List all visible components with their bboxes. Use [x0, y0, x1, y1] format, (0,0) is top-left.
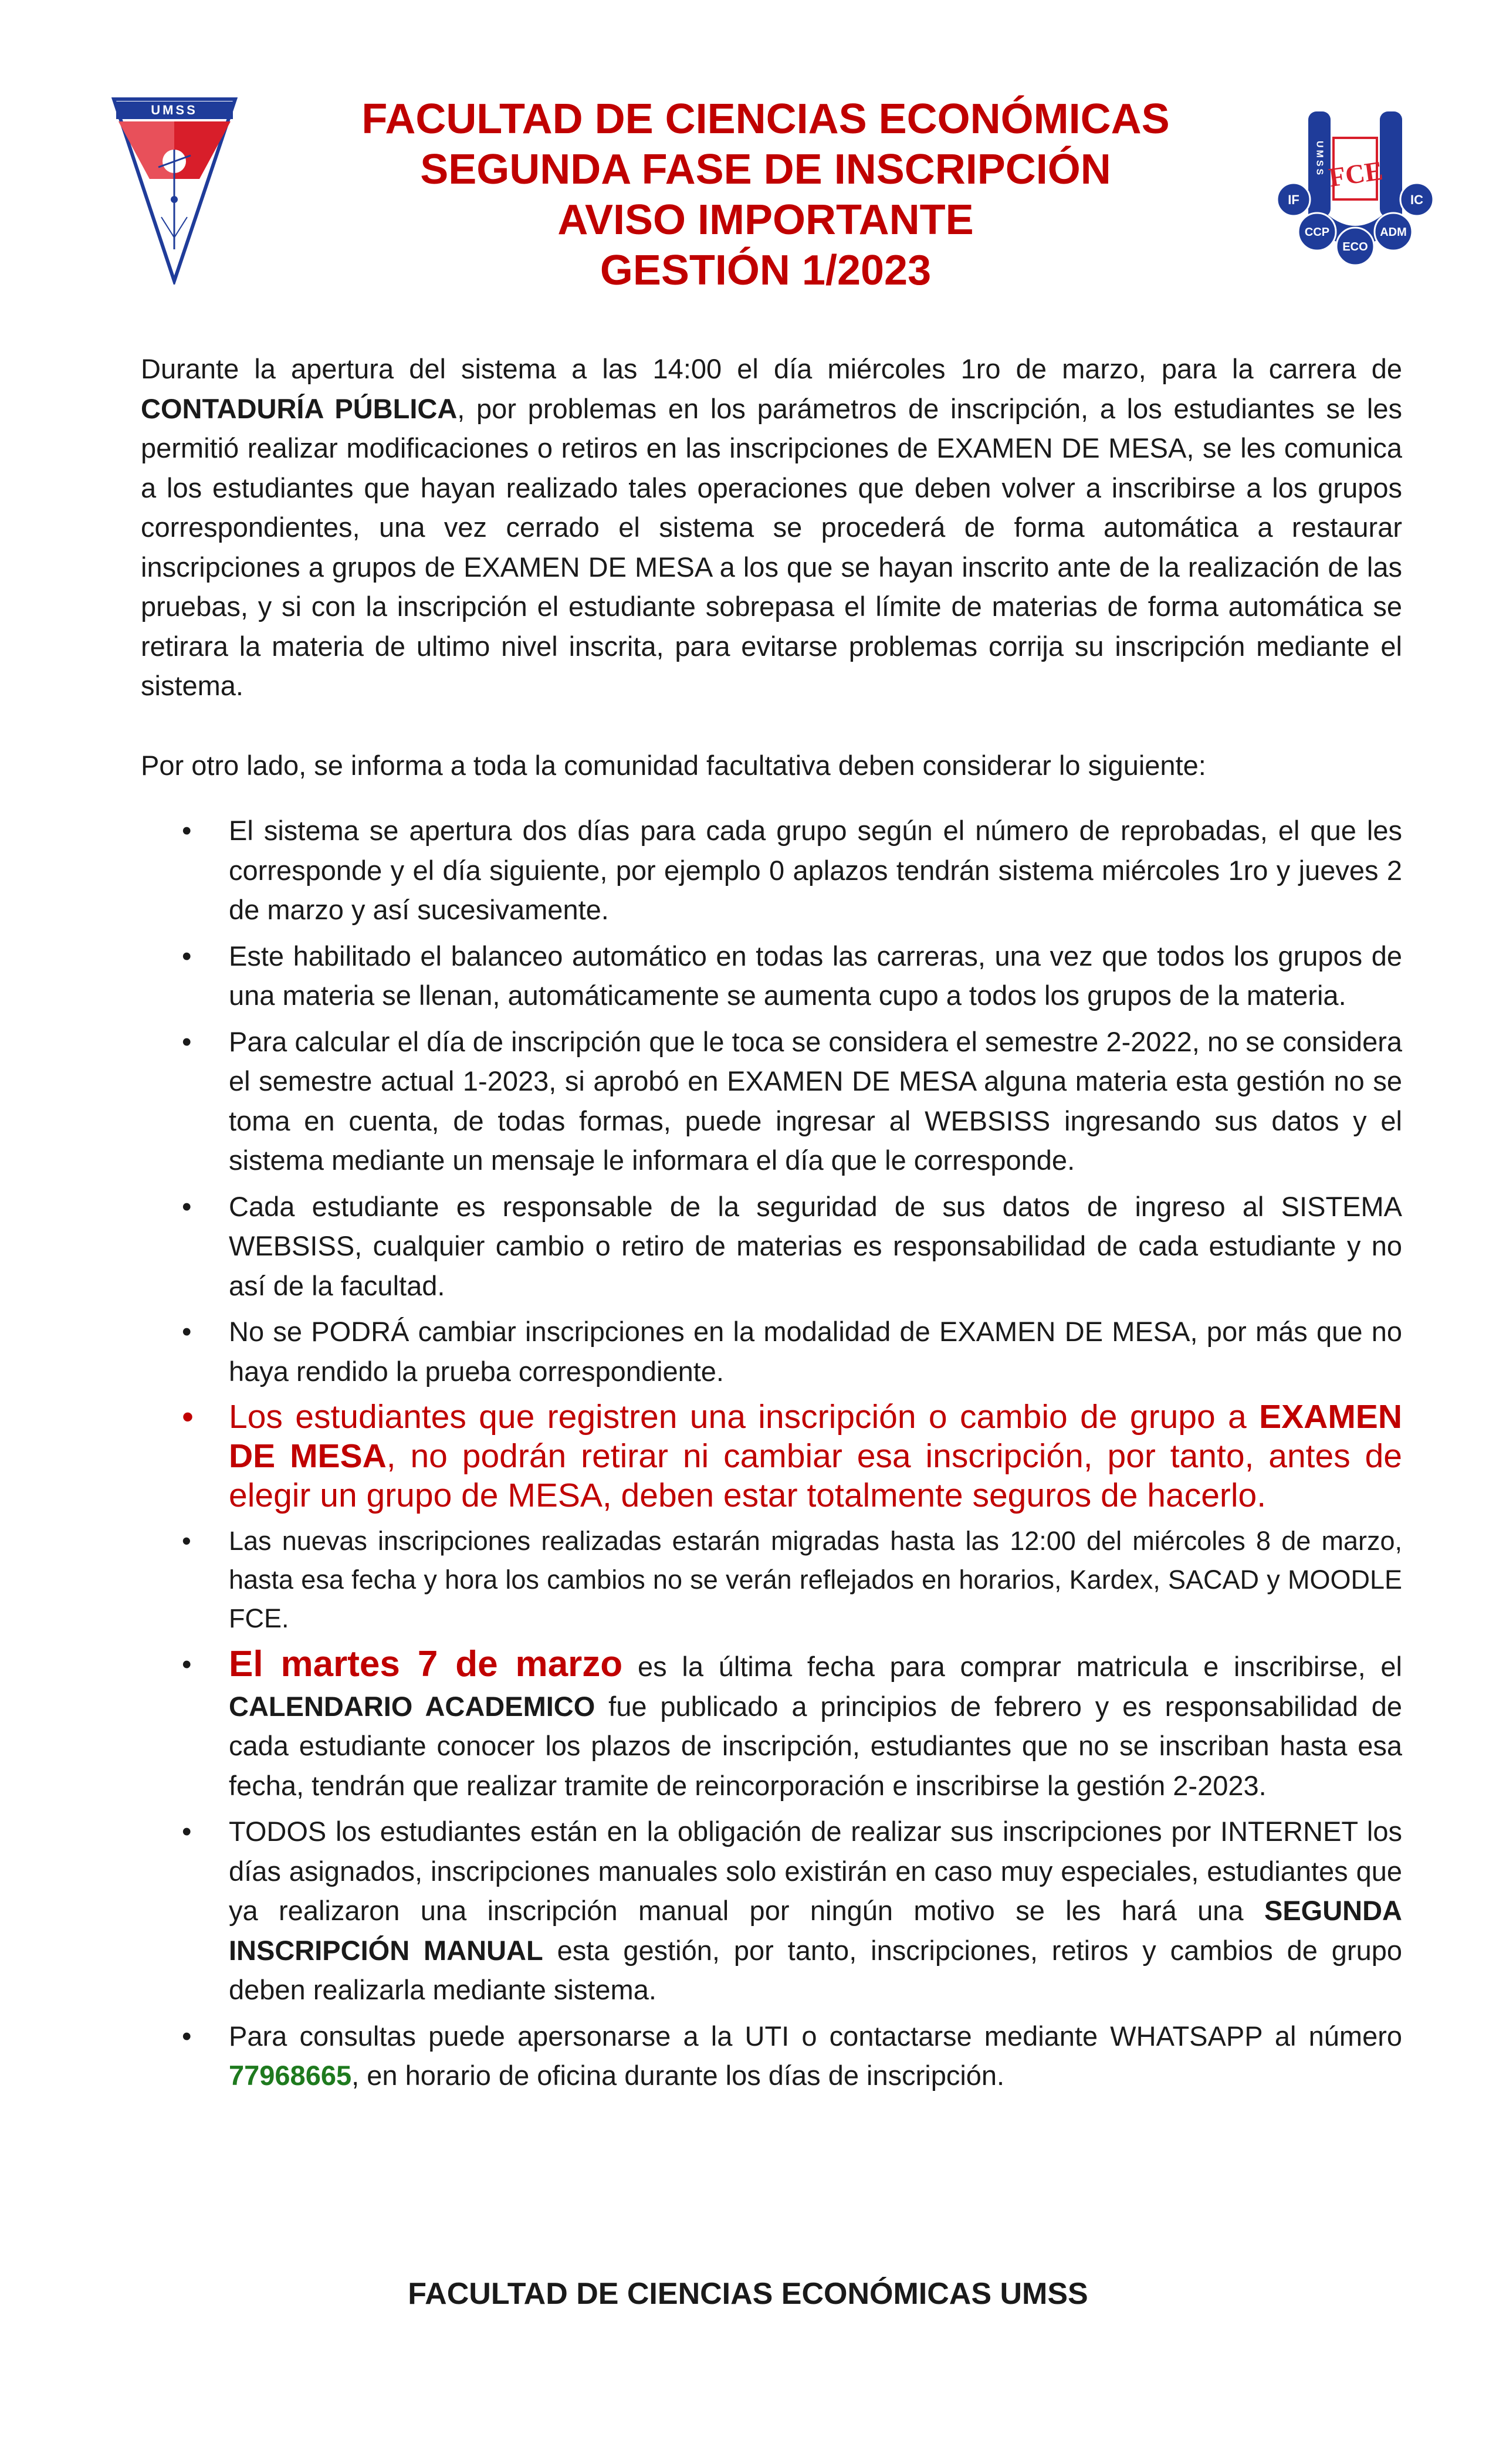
bullet-icon: • — [182, 815, 192, 846]
title-line-phase: SEGUNDA FASE DE INSCRIPCIÓN — [420, 146, 1111, 193]
title-line-notice: AVISO IMPORTANTE — [557, 197, 974, 243]
fce-logo-text: FCE — [1326, 155, 1385, 193]
list-item-contact: • Para consultas puede apersonarse a la UTI o contactarse mediante WHATSAPP al número 77968665, en horario de oficina durante los días de inscripción. — [141, 2016, 1402, 2096]
footer-signature: FACULTAD DE CIENCIAS ECONÓMICAS UMSS — [408, 2277, 1088, 2311]
fce-badge-ic: IC — [1410, 192, 1423, 207]
title-line-term: GESTIÓN 1/2023 — [600, 247, 932, 294]
fce-logo — [1276, 106, 1434, 267]
bullet-list — [141, 811, 1402, 2096]
intro-paragraph: Durante la apertura del sistema a las 14:00 el día miércoles 1ro de marzo, para la carrera de CONTADURÍA PÚBLICA, por problemas en los parámetros de inscripción, a los estudiantes se les permitió realizar modificaciones o retiros en las inscripciones de EXAMEN DE MESA, se les comunica a los estudiantes que hayan realizado tales operaciones que deben volver a inscribirse a los grupos correspondientes, una vez cerrado el sistema se procederá de forma automática a restaurar inscripciones a grupos de EXAMEN DE MESA a los que se hayan inscrito ante de la realización de las pruebas, y si con la inscripción el estudiante sobrepasa el límite de materias de forma automática se retirara la materia de ultimo nivel inscrita, para evitarse problemas corrija su inscripción mediante el sistema. — [141, 353, 1402, 701]
umss-logo — [111, 97, 238, 285]
intro-bold-career: CONTADURÍA PÚBLICA — [141, 392, 458, 424]
list-item: • Este habilitado el balanceo automático en todas las carreras, una vez que todos los grupos de una materia se llenan, automáticamente se aumenta cupo a todos los grupos de la materia. — [141, 936, 1402, 1016]
bullet-icon: • — [182, 1816, 192, 1847]
document-title — [235, 94, 1297, 296]
whatsapp-number: 77968665 — [229, 2060, 352, 2091]
bullet-icon: • — [182, 1316, 192, 1347]
list-item-migration: • Las nuevas inscripciones realizadas estarán migradas hasta las 12:00 del miércoles 8 de marzo, hasta esa fecha y hora los cambios no se verán reflejados en horarios, Kardex, SACAD y MOODLE FCE. — [141, 1522, 1402, 1638]
list-item-deadline: • El martes 7 de marzo es la última fecha para comprar matricula e inscribirse, el CALENDARIO ACADEMICO fue publicado a principios de febrero y es responsabilidad de cada estudiante conocer los plazos de inscripción, estudiantes que no se inscriban hasta esa fecha, tendrán que realizar tramite de reincorporación e inscribirse la gestión 2-2023. — [182, 1644, 1403, 1801]
list-item: • Para calcular el día de inscripción que le toca se considera el semestre 2-2022, no se considera el semestre actual 1-2023, si aprobó en EXAMEN DE MESA alguna materia esta gestión no se toma en cuenta, de todas formas, puede ingresar al WEBSISS ingresando sus datos y el sistema mediante un mensaje le informara el día que le corresponde. — [141, 1022, 1402, 1180]
fce-badge-if: IF — [1288, 192, 1299, 207]
bullet-icon: • — [182, 1025, 192, 1057]
fce-badge-ccp: CCP — [1304, 226, 1330, 239]
umss-logo-text: UMSS — [151, 103, 198, 117]
list-item: • El sistema se apertura dos días para cada grupo según el número de reprobadas, el que les corresponde y el día siguiente, por ejemplo 0 aplazos tendrán sistema miércoles 1ro y jueves 2 de marzo y así sucesivamente. — [141, 811, 1402, 930]
title-line-faculty: FACULTAD DE CIENCIAS ECONÓMICAS — [361, 96, 1170, 143]
list-item-internet: • TODOS los estudiantes están en la obligación de realizar sus inscripciones por INTERNET los días asignados, inscripciones manuales solo existirán en caso muy especiales, estudiantes que ya realizaron una inscripción manual por ningún motivo se les hará una SEGUNDA INSCRIPCIÓN MANUAL esta gestión, por tanto, inscripciones, retiros y cambios de grupo deben realizarla mediante sistema. — [141, 1812, 1402, 2010]
list-item-warning: • Los estudiantes que registren una inscripción o cambio de grupo a EXAMEN DE MESA, no podrán retirar ni cambiar esa inscripción, por tanto, antes de elegir un grupo de MESA, deben estar totalmente seguros de hacerlo. — [182, 1398, 1402, 1514]
fce-logo-side-text: UMSS — [1314, 141, 1325, 178]
notice-body — [141, 349, 1402, 2102]
fce-badge-adm: ADM — [1380, 226, 1407, 239]
fce-badge-eco: ECO — [1342, 241, 1368, 253]
bullet-icon: • — [182, 1526, 191, 1556]
deadline-date: El martes 7 de marzo — [229, 1644, 623, 1684]
bullet-icon: • — [182, 1398, 194, 1436]
bullet-icon: • — [182, 1649, 192, 1680]
bullet-icon: • — [182, 940, 192, 972]
list-item: • Cada estudiante es responsable de la seguridad de sus datos de ingreso al SISTEMA WEBSISS, cualquier cambio o retiro de materias es responsabilidad de cada estudiante y no así de la facultad. — [141, 1187, 1402, 1306]
other-side-paragraph: Por otro lado, se informa a toda la comunidad facultativa deben considerar lo siguiente: — [141, 749, 1206, 781]
bullet-icon: • — [182, 1190, 192, 1222]
list-item: • No se PODRÁ cambiar inscripciones en la modalidad de EXAMEN DE MESA, por más que no haya rendido la prueba correspondiente. — [141, 1312, 1402, 1391]
bullet-icon: • — [182, 2020, 192, 2052]
